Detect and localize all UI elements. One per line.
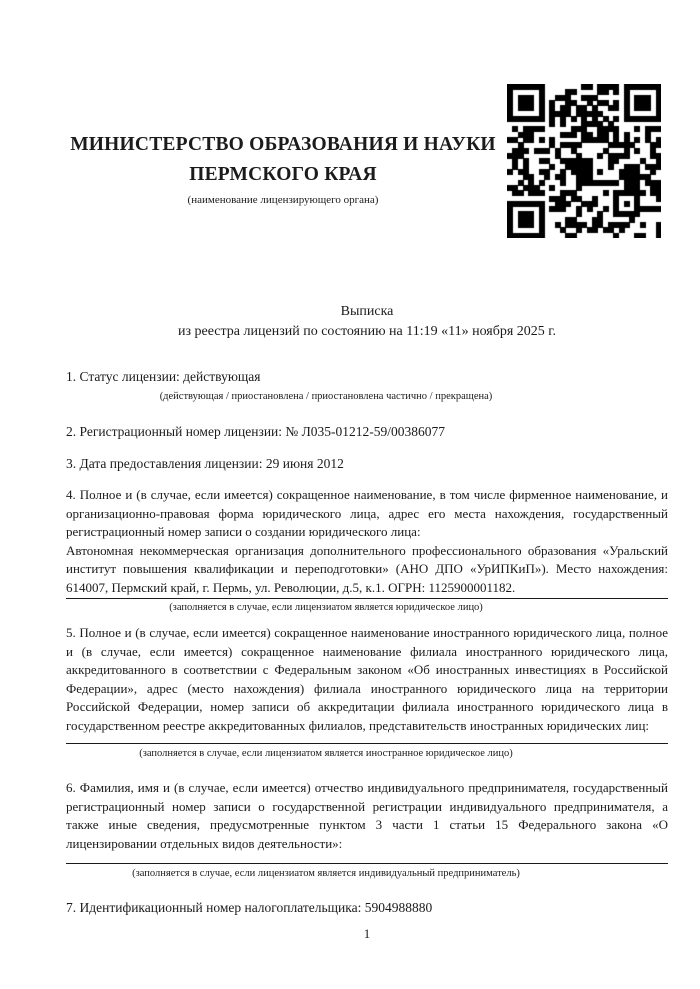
license-status: 1. Статус лицензии: действующая <box>66 369 261 384</box>
document-body <box>66 368 668 917</box>
taxpayer-id: 7. Идентификационный номер налогоплательщика: 5904988880 <box>66 900 433 915</box>
title-line2: из реестра лицензий по состоянию на 11:19 «11» ноября 2025 г. <box>178 324 556 339</box>
qr-code <box>507 84 661 238</box>
entrepreneur-label: 6. Фамилия, имя и (в случае, если имеется) отчество индивидуального предпринимателя, государственный регистрационный номер записи о государственной регистрации индивидуального предпринимателя, а также иные сведения, предусмотренные пунктом 3 части 1 статьи 15 Федерального закона «О лицензировании отдельных видов деятельности»: <box>66 780 668 851</box>
page-number: 1 <box>363 926 371 941</box>
foreign-entity-fill-rule <box>66 743 668 744</box>
document-title <box>66 302 668 342</box>
qr-code-icon <box>507 84 661 238</box>
registration-number: 2. Регистрационный номер лицензии: № Л035-01212-59/00386077 <box>66 424 446 439</box>
legal-entity-value: Автономная некоммерческая организация дополнительного профессионального образования «Уральский институт повышения квалификации и переподготовки» (АНО ДПО «УрИПКиП»). Место нахождения: 614007, Пермский край, г. Пермь, ул. Революции, д.5, к.1. ОГРН: 1125900001182. <box>66 542 668 595</box>
legal-entity-label: 4. Полное и (в случае, если имеется) сокращенное наименование, в том числе фирменное наименование, и организационно-правовая форма юридического лица, адрес его места нахождения, государственный регистрационный номер записи о создании юридического лица: <box>66 487 668 539</box>
foreign-entity-label: 5. Полное и (в случае, если имеется) сокращенное наименование иностранного юридического лица, полное и (в случае, если имеется) сокращенное наименование филиала иностранного юридического лица, аккредитованного в соответствии с Федеральным законом «Об иностранных инвестициях в Российской Федерации», адрес (место нахождения) филиала иностранного юридического лица на территории Российской Федерации, номер записи об аккредитации филиала иностранного юридического лица в государственном реестре аккредитованных филиалов, представительств иностранных юридических лиц: <box>66 625 668 733</box>
legal-entity-fill-rule <box>66 598 668 599</box>
ministry-name-line1: МИНИСТЕРСТВО ОБРАЗОВАНИЯ И НАУКИ <box>70 134 496 155</box>
foreign-entity-caption: (заполняется в случае, если лицензиатом является иностранное юридическое лицо) <box>139 748 513 759</box>
licensing-authority-header <box>66 130 500 207</box>
license-grant-date: 3. Дата предоставления лицензии: 29 июня 2012 <box>66 456 344 471</box>
entrepreneur-caption: (заполняется в случае, если лицензиатом является индивидуальный предприниматель) <box>132 868 520 879</box>
legal-entity-caption: (заполняется в случае, если лицензиатом является юридическое лицо) <box>169 602 483 613</box>
license-status-caption: (действующая / приостановлена / приостановлена частично / прекращена) <box>159 391 493 402</box>
title-line1: Выписка <box>340 304 394 319</box>
licensing-authority-caption: (наименование лицензирующего органа) <box>187 194 379 206</box>
ministry-name-line2: ПЕРМСКОГО КРАЯ <box>189 164 377 185</box>
entrepreneur-fill-rule <box>66 863 668 864</box>
